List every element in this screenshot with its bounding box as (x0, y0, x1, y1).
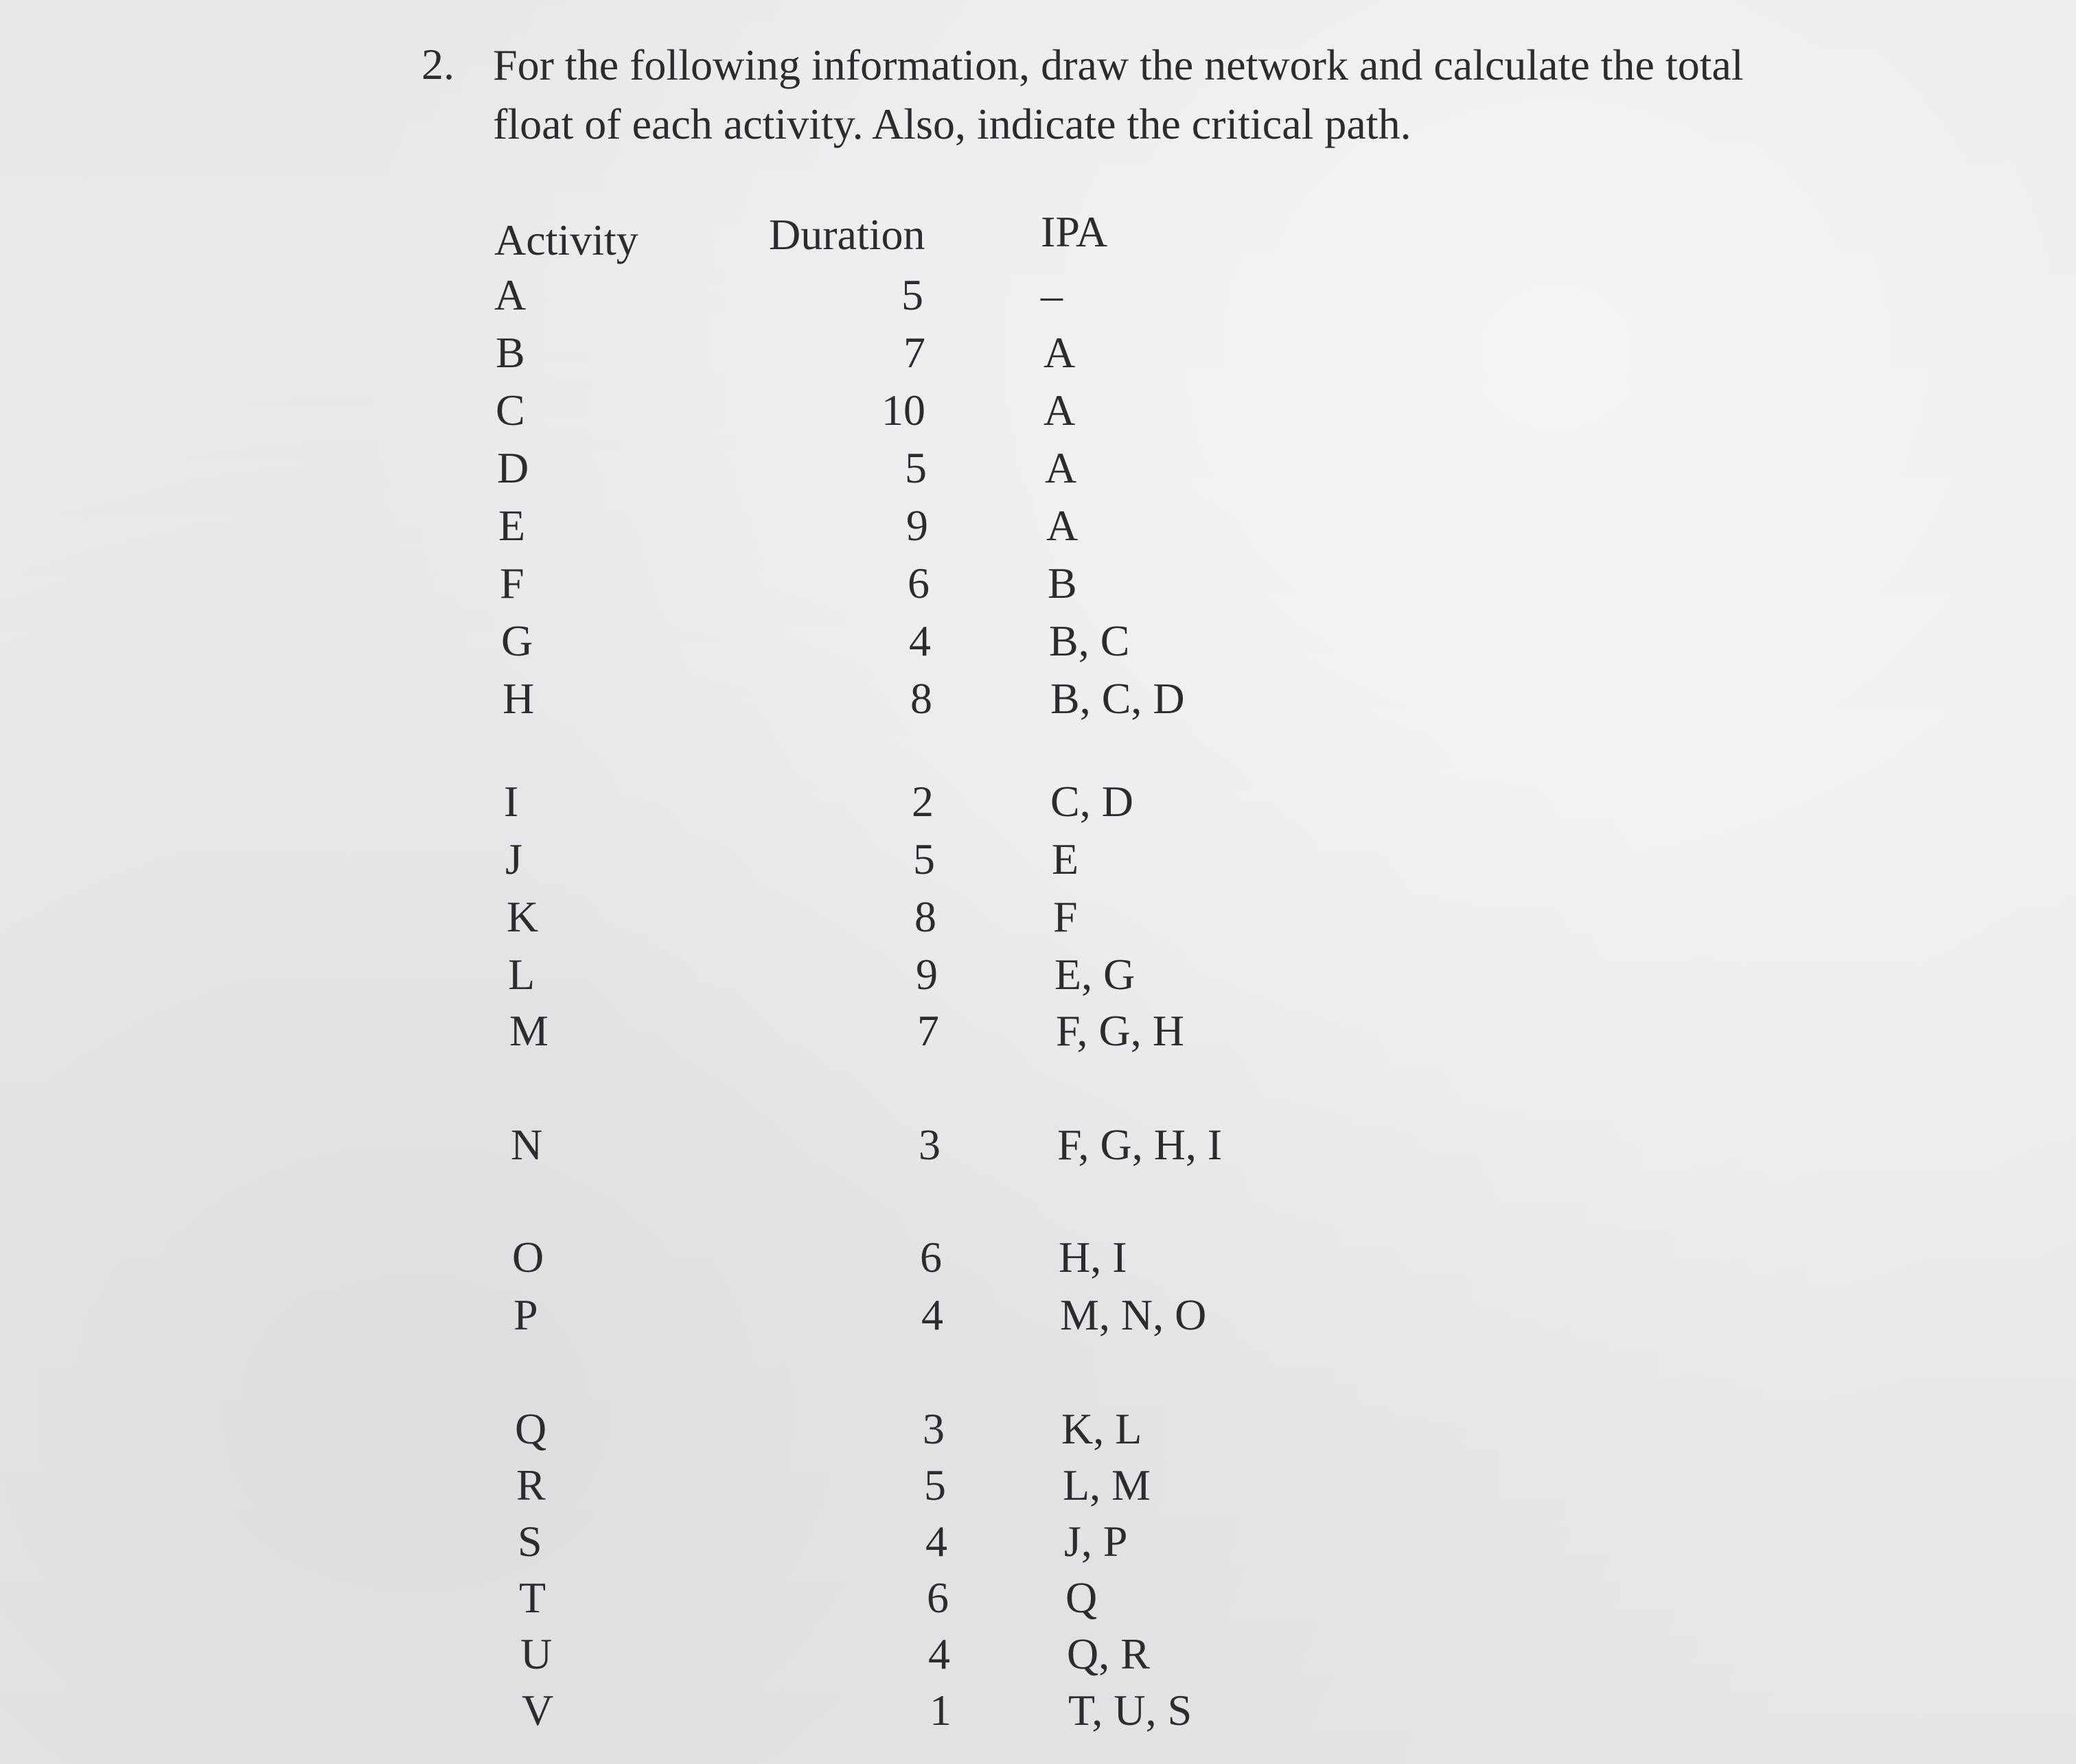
activity-cell: E (498, 501, 526, 550)
ipa-cell: – (1041, 270, 1063, 319)
duration-cell: 8 (914, 892, 936, 941)
question-line-1: For the following information, draw the network and calculate the total (493, 40, 1744, 89)
duration-cell: 6 (927, 1573, 949, 1622)
duration-cell: 4 (921, 1290, 943, 1339)
header-duration: Duration (769, 210, 925, 259)
ipa-cell: L, M (1063, 1461, 1151, 1509)
header-activity: Activity (494, 216, 638, 264)
duration-cell: 5 (901, 270, 923, 319)
duration-cell: 5 (905, 443, 927, 492)
activity-cell: F (500, 559, 524, 607)
ipa-cell: F, G, H (1056, 1006, 1184, 1055)
ipa-cell: K, L (1061, 1404, 1142, 1453)
duration-cell: 6 (920, 1233, 942, 1281)
ipa-cell: T, U, S (1068, 1686, 1192, 1734)
activity-cell: N (511, 1120, 543, 1169)
activity-cell: V (522, 1686, 554, 1734)
ipa-cell: J, P (1064, 1517, 1128, 1566)
activity-cell: U (520, 1629, 553, 1678)
ipa-cell: Q (1065, 1573, 1098, 1622)
duration-cell: 7 (903, 328, 925, 377)
duration-cell: 9 (916, 950, 938, 999)
ipa-cell: A (1045, 443, 1077, 492)
question-text (493, 36, 1866, 154)
activity-cell: L (508, 950, 535, 999)
activity-cell: P (514, 1290, 538, 1339)
ipa-cell: F, G, H, I (1057, 1120, 1223, 1169)
ipa-cell: E (1052, 835, 1079, 883)
duration-cell: 5 (913, 835, 935, 883)
ipa-cell: F (1053, 892, 1078, 941)
duration-cell: 3 (923, 1404, 945, 1453)
duration-cell: 4 (925, 1517, 947, 1566)
ipa-cell: M, N, O (1060, 1290, 1207, 1339)
duration-cell: 6 (908, 559, 930, 607)
activity-cell: H (503, 674, 535, 723)
ipa-cell: C, D (1050, 777, 1133, 826)
ipa-cell: B, C (1049, 616, 1130, 665)
activity-cell: Q (515, 1404, 547, 1453)
ipa-cell: A (1043, 386, 1076, 434)
activity-cell: I (504, 777, 519, 826)
duration-cell: 8 (910, 674, 932, 723)
duration-cell: 4 (928, 1629, 950, 1678)
header-ipa: IPA (1041, 207, 1108, 256)
ipa-cell: B (1048, 559, 1077, 607)
ipa-cell: A (1046, 501, 1079, 550)
activity-cell: B (496, 328, 525, 377)
activity-cell: M (509, 1006, 549, 1055)
ipa-cell: A (1043, 328, 1076, 377)
duration-cell: 3 (919, 1120, 941, 1169)
activity-cell: A (494, 270, 527, 319)
activity-cell: J (505, 835, 522, 883)
duration-cell: 4 (909, 616, 931, 665)
duration-cell: 5 (924, 1461, 946, 1509)
ipa-cell: B, C, D (1050, 674, 1185, 723)
duration-cell: 10 (881, 386, 925, 434)
activity-cell: D (497, 443, 529, 492)
activity-cell: C (496, 386, 525, 434)
activity-cell: K (507, 892, 539, 941)
duration-cell: 7 (917, 1006, 939, 1055)
question-line-2: float of each activity. Also, indicate the critical path. (493, 100, 1411, 148)
duration-cell: 9 (906, 501, 928, 550)
activity-cell: G (501, 616, 533, 665)
activity-cell: S (518, 1517, 542, 1566)
activity-cell: O (512, 1233, 544, 1281)
ipa-cell: H, I (1059, 1233, 1127, 1281)
ipa-cell: Q, R (1067, 1629, 1150, 1678)
duration-cell: 1 (930, 1686, 952, 1734)
activity-cell: R (516, 1461, 546, 1509)
question-number: 2. (422, 40, 454, 89)
duration-cell: 2 (912, 777, 934, 826)
ipa-cell: E, G (1054, 950, 1135, 999)
activity-cell: T (519, 1573, 546, 1622)
